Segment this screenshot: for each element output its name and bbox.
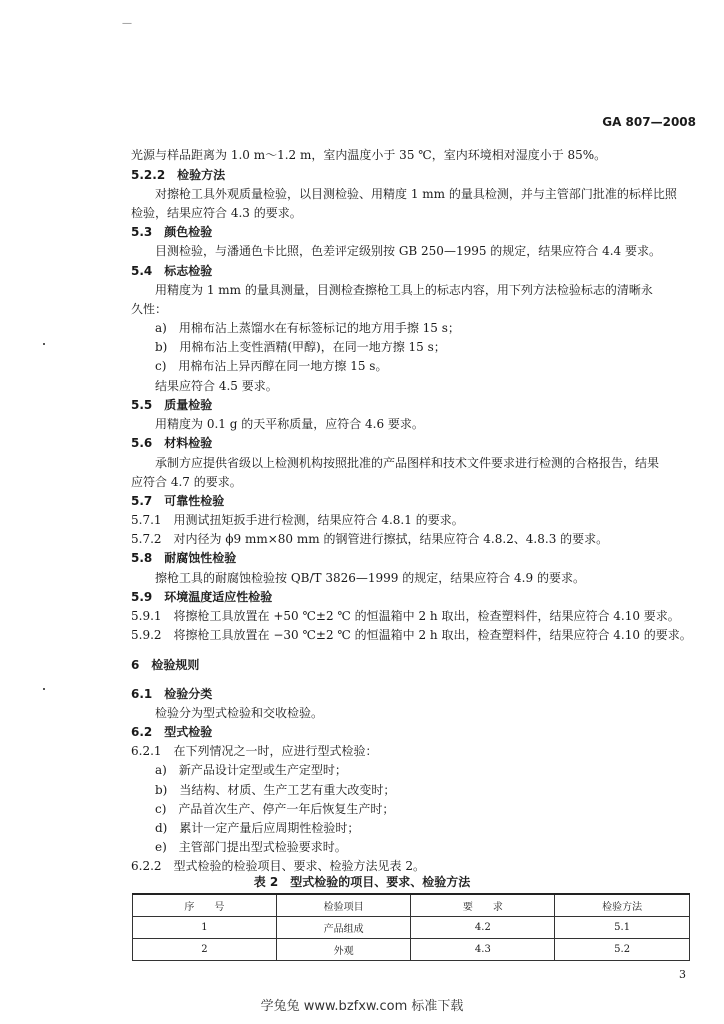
list-item: b) 用棉布沾上变性酒精(甲醇)，在同一地方擦 15 s； [155, 340, 446, 354]
text-line: 结果应符合 4.5 要求。 [155, 379, 278, 393]
text-line: 对擦枪工具外观质量检验，以目测检验、用精度 1 mm 的量具检测，并与主管部门批准的标样比照 [155, 187, 677, 201]
text-line: 5.7.2 对内径为 ϕ9 mm×80 mm 的钢管进行擦拭，结果应符合 4.8.2、4.8.3 的要求。 [131, 532, 609, 546]
list-item: c) 产品首次生产、停产一年后恢复生产时； [155, 802, 395, 816]
section-heading: 5.4 标志检验 [131, 264, 213, 278]
table-cell: 4.2 [411, 917, 555, 939]
text-line: 6.2.1 在下列情况之一时，应进行型式检验： [131, 744, 378, 758]
list-item: b) 当结构、材质、生产工艺有重大改变时； [155, 783, 396, 797]
table-cell: 1 [133, 917, 277, 939]
text-line: 检验分为型式检验和交收检验。 [155, 706, 324, 720]
inspection-table [132, 893, 690, 961]
text-line: 目测检验，与潘通色卡比照，色差评定级别按 GB 250—1995 的规定，结果应符合 4.4 要求。 [155, 244, 662, 258]
text-line: 久性： [131, 302, 168, 316]
table-row [133, 917, 690, 939]
section-heading: 5.2.2 检验方法 [131, 168, 226, 182]
table-cell: 产品组成 [276, 917, 411, 939]
text-line: 光源与样品距离为 1.0 m～1.2 m，室内温度小于 35 ℃，室内环境相对湿度小于 85%。 [131, 148, 607, 162]
text-line: 用精度为 0.1 g 的天平称质量，应符合 4.6 要求。 [155, 417, 424, 431]
text-line: 承制方应提供省级以上检测机构按照批准的产品图样和技术文件要求进行检测的合格报告，结果 [155, 456, 660, 470]
table-title: 表 2 型式检验的项目、要求、检验方法 [253, 875, 471, 889]
table-cell: 外观 [276, 939, 411, 961]
text-line: 应符合 4.7 的要求。 [131, 475, 242, 489]
list-item: e) 主管部门提出型式检验要求时。 [155, 840, 347, 854]
chapter-heading: 6 检验规则 [131, 658, 200, 672]
section-heading: 5.7 可靠性检验 [131, 494, 225, 508]
text-line: 5.9.2 将擦枪工具放置在 −30 ℃±2 ℃ 的恒温箱中 2 h 取出，检查塑料件，结果应符合 4.10 的要求。 [131, 628, 692, 642]
text-line: 擦枪工具的耐腐蚀检验按 QB/T 3826—1999 的规定，结果应符合 4.9 的要求。 [155, 571, 585, 585]
section-heading: 5.8 耐腐蚀性检验 [131, 551, 237, 565]
section-heading: 6.1 检验分类 [131, 687, 213, 701]
list-item: d) 累计一定产量后应周期性检验时； [155, 821, 360, 835]
section-heading: 6.2 型式检验 [131, 725, 213, 739]
table-cell: 2 [133, 939, 277, 961]
section-heading: 5.3 颜色检验 [131, 225, 213, 239]
section-heading: 5.9 环境温度适应性检验 [131, 590, 273, 604]
list-item: c) 用棉布沾上异丙醇在同一地方擦 15 s。 [155, 359, 388, 373]
scan-speck [43, 343, 45, 345]
standard-code: GA 807—2008 [602, 115, 696, 129]
table-cell: 5.2 [555, 939, 690, 961]
table-row [133, 939, 690, 961]
table-header-row [133, 894, 690, 917]
scan-speck [43, 688, 45, 690]
text-line: 5.9.1 将擦枪工具放置在 +50 ℃±2 ℃ 的恒温箱中 2 h 取出，检查塑料件，结果应符合 4.10 要求。 [131, 609, 680, 623]
header-seq-no: 序 号 [133, 894, 277, 917]
list-item: a) 用棉布沾上蒸馏水在有标签标记的地方用手擦 15 s； [155, 321, 460, 335]
list-item: a) 新产品设计定型或生产定型时； [155, 763, 347, 777]
footer-watermark: 学兔兔 www.bzfxw.com 标准下载 [260, 999, 464, 1014]
table-cell: 4.3 [411, 939, 555, 961]
header-requirement: 要 求 [411, 894, 555, 917]
text-line: 5.7.1 用测试扭矩扳手进行检测，结果应符合 4.8.1 的要求。 [131, 513, 464, 527]
text-line: 6.2.2 型式检验的检验项目、要求、检验方法见表 2。 [131, 859, 425, 873]
page-number: 3 [679, 968, 686, 981]
corner-mark: — [122, 18, 132, 29]
section-heading: 5.6 材料检验 [131, 436, 213, 450]
table-cell: 5.1 [555, 917, 690, 939]
text-line: 用精度为 1 mm 的量具测量，目测检查擦枪工具上的标志内容，用下列方法检验标志的清晰永 [155, 283, 653, 297]
section-heading: 5.5 质量检验 [131, 398, 213, 412]
header-method: 检验方法 [555, 894, 690, 917]
header-item: 检验项目 [276, 894, 411, 917]
text-line: 检验，结果应符合 4.3 的要求。 [131, 206, 302, 220]
